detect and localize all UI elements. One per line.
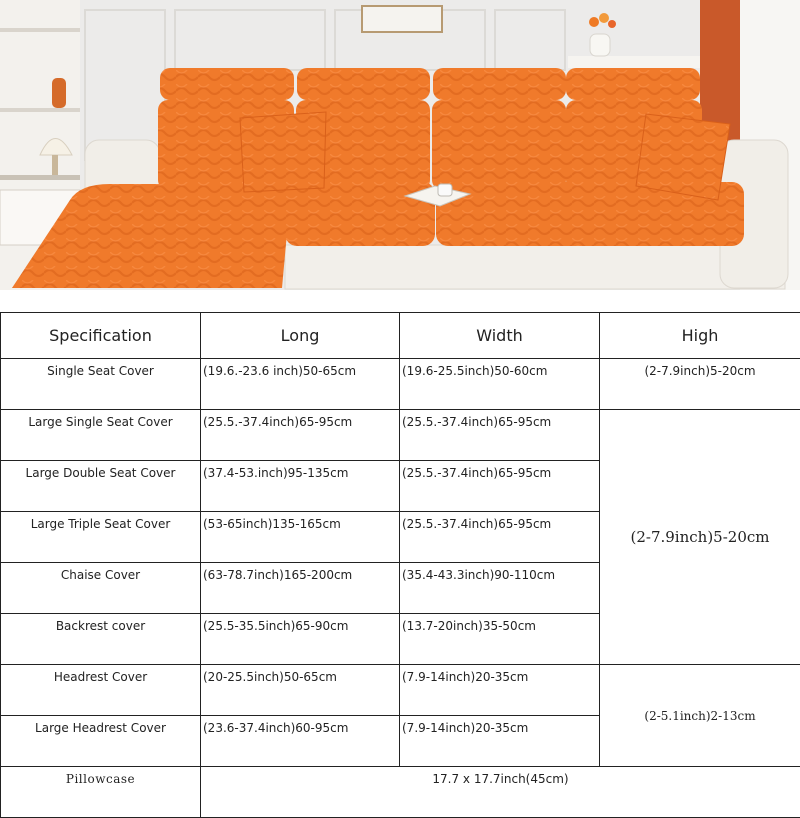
row-long: (63-78.7inch)165-200cm <box>201 563 400 614</box>
product-photo <box>0 0 800 290</box>
high-large-group: (2-7.9inch)5-20cm <box>600 410 800 665</box>
header-specification: Specification <box>1 313 201 359</box>
row-name: Backrest cover <box>1 614 201 665</box>
pillow-left <box>240 112 326 192</box>
row-long: (19.6.-23.6 inch)50-65cm <box>201 359 400 410</box>
header-high: High <box>600 313 800 359</box>
row-long: (37.4-53.inch)95-135cm <box>201 461 400 512</box>
row-width: (25.5.-37.4inch)65-95cm <box>400 410 600 461</box>
row-name: Single Seat Cover <box>1 359 201 410</box>
header-long: Long <box>201 313 400 359</box>
pillow-right <box>636 114 730 200</box>
row-width: (7.9-14inch)20-35cm <box>400 716 600 767</box>
row-long: (53-65inch)135-165cm <box>201 512 400 563</box>
row-long: (23.6-37.4inch)60-95cm <box>201 716 400 767</box>
header-width: Width <box>400 313 600 359</box>
pillow-row <box>1 767 800 818</box>
row-name: Large Headrest Cover <box>1 716 201 767</box>
row-long: (25.5.-37.4inch)65-95cm <box>201 410 400 461</box>
pillow-name: Pillowcase <box>1 767 201 818</box>
row-width: (35.4-43.3inch)90-110cm <box>400 563 600 614</box>
row-width: (7.9-14inch)20-35cm <box>400 665 600 716</box>
row-name: Large Triple Seat Cover <box>1 512 201 563</box>
specification-table <box>0 312 800 818</box>
pillow-size: 17.7 x 17.7inch(45cm) <box>201 767 800 818</box>
header-row <box>1 313 800 359</box>
row-width: (19.6-25.5inch)50-60cm <box>400 359 600 410</box>
sofa-illustration <box>0 0 800 290</box>
row-long: (20-25.5inch)50-65cm <box>201 665 400 716</box>
row-name: Chaise Cover <box>1 563 201 614</box>
row-name: Headrest Cover <box>1 665 201 716</box>
table-row <box>1 410 800 461</box>
row-long: (25.5-35.5inch)65-90cm <box>201 614 400 665</box>
picture-frame <box>362 6 442 32</box>
cup <box>438 184 452 196</box>
row-width: (25.5.-37.4inch)65-95cm <box>400 512 600 563</box>
row-name: Large Single Seat Cover <box>1 410 201 461</box>
backrests <box>158 100 702 190</box>
table-row <box>1 665 800 716</box>
high-headrest-group: (2-5.1inch)2-13cm <box>600 665 800 767</box>
row-width: (25.5.-37.4inch)65-95cm <box>400 461 600 512</box>
row-width: (13.7-20inch)35-50cm <box>400 614 600 665</box>
table-row <box>1 359 800 410</box>
row-name: Large Double Seat Cover <box>1 461 201 512</box>
row-high: (2-7.9inch)5-20cm <box>600 359 800 410</box>
